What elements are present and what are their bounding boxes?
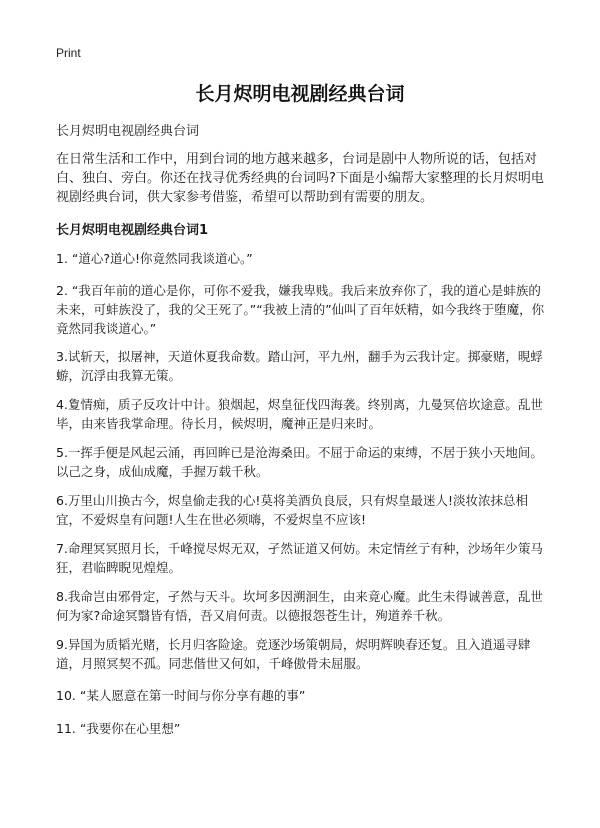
article-subtitle: 长月烬明电视剧经典台词 [56,124,200,139]
quote-item: 1. “道心?道心!你竟然同我谈道心。” [56,251,253,266]
quote-item: 7.命理冥冥照月长，千峰搅尽烬无双，孑然证道又何妨。未定情丝亍有种，沙场年少策马狂，君临睥睨见煌煌。 [56,541,543,575]
quote-item: 8.我命岂由邪骨定，孑然与天斗。坎坷多因溯洄生，由来竟心魔。此生未得诚善意，乱世何为家?命途冥翳皆有悟，吾又肩何责。以德报怨苍生计，殉道养千秋。 [56,589,543,623]
quote-item: 11. “我要你在心里想” [56,721,181,736]
quote-item: 6.万里山川换古今，烬皇偷走我的心!莫将美酒负良辰，只有烬皇最迷人!淡妆浓抹总相宜，不爱烬皇有问题!人生在世必须嗨，不爱烬皇不应该! [56,493,528,527]
quote-item: 3.试斩天，拟屠神，天道休夏我命数。踏山河，平九州，翻手为云我计定。掷豪赌，晛蜉蝣，沉浮由我算无策。 [56,349,543,383]
page-title: 长月烬明电视剧经典台词 [195,83,405,105]
quote-item: 9.异国为质韬光赌，长月归客险途。竞逐沙场策朝局，烬明辉映春还复。且入逍遥寻肆道，月照冥契不孤。同悲偕世又何如，千峰傲骨未屈服。 [56,637,531,671]
section-heading: 长月烬明电视剧经典台词1 [56,223,209,238]
quote-item: 10. “某人愿意在第一时间与你分享有趣的事” [56,688,306,703]
quote-item: 4.夐情痴，质子反攻计中计。狼烟起，烬皇征伐四海袭。终别离，九曼冥倍坎途意。乱世毕，由来皆我掌命理。待长月，候烬明，魔神正是归来时。 [56,397,543,431]
intro-paragraph: 在日常生活和工作中，用到台词的地方越来越多，台词是剧中人物所说的话，包括对白、独白、旁白。你还在找寻优秀经典的台词吗?下面是小编帮大家整理的长月烬明电视剧经典台词，供大家参考借鉴，希望可以帮助到有需要的朋友。 [56,152,544,205]
print-link[interactable]: Print [56,46,81,60]
quote-item: 2. “我百年前的道心是你，可你不爱我，嫌我卑贱。我后来放弃你了，我的道心是蚌族的未来，可蚌族没了，我的父王死了。”“我被上清的”仙叫了百年妖精，如今我终于堕魔，你竟然同我谈道心。” [56,283,545,336]
quote-item: 5.一挥手便是风起云涌，再回眸已是沧海桑田。不屈于命运的束缚，不居于狭小天地间。以己之身，成仙成魔，手握万载千秋。 [56,445,543,479]
